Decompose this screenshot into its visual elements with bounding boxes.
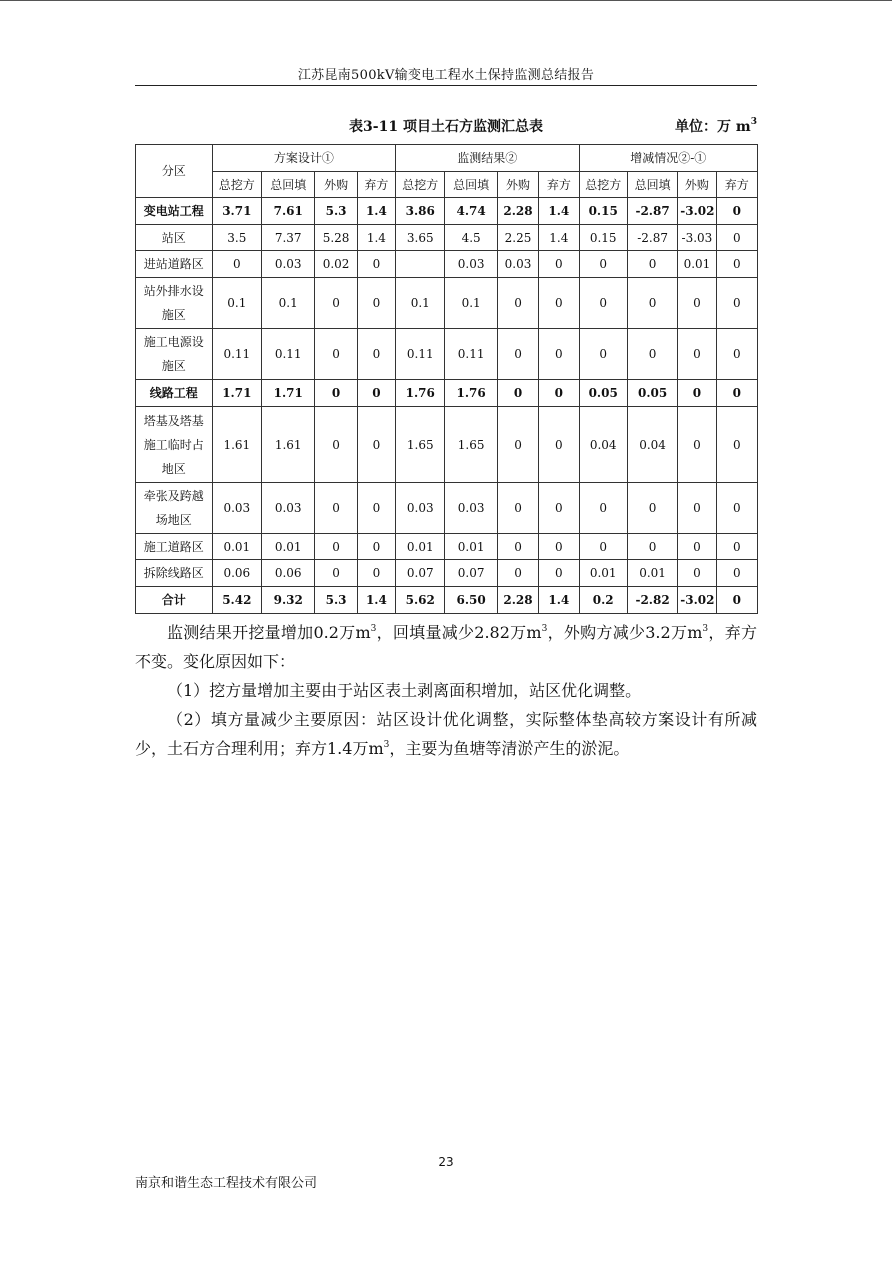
value-cell: 0 <box>716 534 757 560</box>
value-cell: 0 <box>678 380 716 407</box>
value-cell: 0 <box>579 483 627 534</box>
value-cell: 0 <box>579 278 627 329</box>
value-cell: 0.01 <box>212 534 261 560</box>
value-cell: 2.25 <box>497 225 538 251</box>
paragraph-reason-2: （2）填方量减少主要原因：站区设计优化调整，实际整体垫高较方案设计有所减少，土石方合理利用；弃方1.4万$m^3$，主要为鱼塘等清淤产生的淤泥。 <box>135 710 757 758</box>
value-cell: 0 <box>716 329 757 380</box>
value-cell: 0 <box>627 534 677 560</box>
value-cell: 7.61 <box>262 198 315 225</box>
value-cell: -3.02 <box>678 587 716 614</box>
value-cell: 0.1 <box>396 278 445 329</box>
value-cell: 0 <box>539 251 579 278</box>
page-number: 23 <box>438 1155 454 1169</box>
value-cell: 0 <box>357 380 395 407</box>
value-cell: 0 <box>497 278 538 329</box>
value-cell: 0.03 <box>396 483 445 534</box>
zone-cell: 线路工程 <box>136 380 213 407</box>
table-row <box>136 278 758 329</box>
sub-header-cell: 弃方 <box>716 172 757 198</box>
value-cell: 0.03 <box>497 251 538 278</box>
value-cell: 0.06 <box>262 560 315 587</box>
value-cell: 0.03 <box>445 483 497 534</box>
value-cell: 0.01 <box>445 534 497 560</box>
value-cell: 2.28 <box>497 198 538 225</box>
value-cell: 0.07 <box>445 560 497 587</box>
earthwork-summary-table <box>135 144 758 614</box>
value-cell: 4.74 <box>445 198 497 225</box>
table-row <box>136 407 758 483</box>
sub-header-cell: 总挖方 <box>579 172 627 198</box>
running-header: 江苏昆南500kV输变电工程水土保持监测总结报告 <box>297 68 595 83</box>
sub-header-cell: 弃方 <box>539 172 579 198</box>
value-cell: 5.62 <box>396 587 445 614</box>
value-cell: 0.11 <box>396 329 445 380</box>
value-cell: 0 <box>716 560 757 587</box>
value-cell: 0.11 <box>212 329 261 380</box>
value-cell: 0 <box>716 198 757 225</box>
value-cell: 0 <box>315 534 357 560</box>
value-cell: 1.76 <box>445 380 497 407</box>
value-cell: 0 <box>357 407 395 483</box>
value-cell: 0 <box>357 278 395 329</box>
value-cell: 0 <box>315 560 357 587</box>
value-cell: 0.04 <box>579 407 627 483</box>
sub-header-cell: 总挖方 <box>396 172 445 198</box>
value-cell: 0 <box>678 560 716 587</box>
value-cell: 3.71 <box>212 198 261 225</box>
value-cell: 0.01 <box>678 251 716 278</box>
value-cell: 0 <box>627 251 677 278</box>
value-cell: 0 <box>315 329 357 380</box>
zone-cell: 拆除线路区 <box>136 560 213 587</box>
value-cell: 0 <box>678 534 716 560</box>
footer-company: 南京和谐生态工程技术有限公司 <box>135 1176 318 1191</box>
value-cell: 2.28 <box>497 587 538 614</box>
value-cell: 0.03 <box>212 483 261 534</box>
value-cell: 0.11 <box>262 329 315 380</box>
value-cell: 0 <box>539 560 579 587</box>
value-cell: 3.86 <box>396 198 445 225</box>
value-cell: 0 <box>497 407 538 483</box>
value-cell: 4.5 <box>445 225 497 251</box>
value-cell: 1.61 <box>212 407 261 483</box>
value-cell: 1.4 <box>357 587 395 614</box>
sub-header-cell: 外购 <box>497 172 538 198</box>
value-cell: 0 <box>539 329 579 380</box>
value-cell: 0 <box>716 278 757 329</box>
value-cell: 0 <box>716 407 757 483</box>
table-row <box>136 560 758 587</box>
sub-header-cell: 总回填 <box>262 172 315 198</box>
value-cell: 0 <box>357 329 395 380</box>
value-cell: 0.2 <box>579 587 627 614</box>
value-cell: 0 <box>627 278 677 329</box>
value-cell: 0 <box>497 483 538 534</box>
value-cell: -3.02 <box>678 198 716 225</box>
sub-header-cell: 外购 <box>678 172 716 198</box>
value-cell: 0.01 <box>396 534 445 560</box>
value-cell: 0.03 <box>262 251 315 278</box>
value-cell: 0 <box>357 534 395 560</box>
value-cell: 0 <box>497 534 538 560</box>
value-cell: 0.05 <box>627 380 677 407</box>
value-cell: 1.4 <box>539 587 579 614</box>
zone-cell: 进站道路区 <box>136 251 213 278</box>
value-cell <box>396 251 445 278</box>
value-cell: 0 <box>716 251 757 278</box>
value-cell: 0 <box>539 380 579 407</box>
value-cell: 5.42 <box>212 587 261 614</box>
zone-cell: 牵张及跨越场地区 <box>136 483 213 534</box>
value-cell: 0 <box>678 278 716 329</box>
table-caption <box>135 116 757 138</box>
value-cell: 0.03 <box>445 251 497 278</box>
value-cell: 0 <box>315 483 357 534</box>
value-cell: 0 <box>497 560 538 587</box>
value-cell: 5.3 <box>315 198 357 225</box>
header-zone: 分区 <box>136 145 213 198</box>
table-row <box>136 225 758 251</box>
value-cell: 0.1 <box>212 278 261 329</box>
value-cell: 0 <box>579 329 627 380</box>
value-cell: 1.65 <box>445 407 497 483</box>
value-cell: 1.4 <box>539 198 579 225</box>
value-cell: 0 <box>539 483 579 534</box>
header-rule <box>135 85 757 86</box>
sub-header-cell: 总挖方 <box>212 172 261 198</box>
value-cell: 0 <box>716 483 757 534</box>
value-cell: 1.71 <box>212 380 261 407</box>
value-cell: 1.76 <box>396 380 445 407</box>
value-cell: 0 <box>357 560 395 587</box>
value-cell: 0.15 <box>579 198 627 225</box>
value-cell: 0.02 <box>315 251 357 278</box>
value-cell: 0 <box>539 407 579 483</box>
value-cell: 1.4 <box>539 225 579 251</box>
value-cell: 7.37 <box>262 225 315 251</box>
value-cell: 0.1 <box>262 278 315 329</box>
value-cell: 5.3 <box>315 587 357 614</box>
sub-header-cell: 总回填 <box>627 172 677 198</box>
value-cell: 1.61 <box>262 407 315 483</box>
value-cell: 0 <box>315 380 357 407</box>
value-cell: 0.1 <box>445 278 497 329</box>
value-cell: 6.50 <box>445 587 497 614</box>
page-top-border <box>0 0 892 1</box>
value-cell: 1.4 <box>357 198 395 225</box>
value-cell: 3.65 <box>396 225 445 251</box>
value-cell: 0 <box>497 329 538 380</box>
value-cell: 0 <box>678 407 716 483</box>
value-cell: 1.71 <box>262 380 315 407</box>
value-cell: 3.5 <box>212 225 261 251</box>
value-cell: 0 <box>497 380 538 407</box>
value-cell: 5.28 <box>315 225 357 251</box>
value-cell: 0 <box>716 380 757 407</box>
table-row <box>136 329 758 380</box>
zone-cell: 施工道路区 <box>136 534 213 560</box>
paragraph-reason-1: （1）挖方量增加主要由于站区表土剥离面积增加，站区优化调整。 <box>167 681 642 700</box>
zone-cell: 站区 <box>136 225 213 251</box>
value-cell: 0 <box>627 329 677 380</box>
value-cell: 0 <box>539 278 579 329</box>
sub-header-cell: 外购 <box>315 172 357 198</box>
table-row <box>136 380 758 407</box>
value-cell: 0 <box>579 534 627 560</box>
table-row <box>136 251 758 278</box>
value-cell: 1.4 <box>357 225 395 251</box>
value-cell: 0.11 <box>445 329 497 380</box>
zone-cell: 变电站工程 <box>136 198 213 225</box>
value-cell: 0 <box>357 251 395 278</box>
value-cell: -2.87 <box>627 198 677 225</box>
value-cell: 0.01 <box>627 560 677 587</box>
value-cell: 0.07 <box>396 560 445 587</box>
value-cell: 0 <box>212 251 261 278</box>
table-row <box>136 534 758 560</box>
table-row <box>136 198 758 225</box>
sub-header-cell: 总回填 <box>445 172 497 198</box>
value-cell: 0.06 <box>212 560 261 587</box>
zone-cell: 合计 <box>136 587 213 614</box>
value-cell: 0.04 <box>627 407 677 483</box>
value-cell: -2.82 <box>627 587 677 614</box>
sub-header-cell: 弃方 <box>357 172 395 198</box>
value-cell: 0 <box>539 534 579 560</box>
value-cell: 0.01 <box>579 560 627 587</box>
value-cell: -3.03 <box>678 225 716 251</box>
table-body <box>136 198 758 614</box>
value-cell: 0.15 <box>579 225 627 251</box>
table-unit: 单位：万 $m^3$ <box>675 117 757 135</box>
value-cell: 0 <box>315 278 357 329</box>
table-row <box>136 587 758 614</box>
value-cell: 9.32 <box>262 587 315 614</box>
table-title: 表3-11 项目土石方监测汇总表 <box>349 119 543 135</box>
header-group-monitoring: 监测结果② <box>396 145 579 172</box>
value-cell: 0 <box>716 225 757 251</box>
value-cell: 0.05 <box>579 380 627 407</box>
value-cell: -2.87 <box>627 225 677 251</box>
value-cell: 0 <box>678 483 716 534</box>
value-cell: 0 <box>678 329 716 380</box>
zone-cell: 塔基及塔基施工临时占地区 <box>136 407 213 483</box>
body-text <box>135 618 757 763</box>
zone-cell: 站外排水设施区 <box>136 278 213 329</box>
sub-header-row <box>136 172 758 198</box>
value-cell: 0 <box>579 251 627 278</box>
zone-cell: 施工电源设施区 <box>136 329 213 380</box>
header-group-change: 增减情况②-① <box>579 145 757 172</box>
value-cell: 0 <box>357 483 395 534</box>
value-cell: 1.65 <box>396 407 445 483</box>
value-cell: 0 <box>315 407 357 483</box>
header-group-design: 方案设计① <box>212 145 395 172</box>
value-cell: 0 <box>716 587 757 614</box>
value-cell: 0 <box>627 483 677 534</box>
value-cell: 0.01 <box>262 534 315 560</box>
paragraph-summary: 监测结果开挖量增加0.2万$m^3$，回填量减少2.82万$m^3$，外购方减少3.2万$m^3$，弃方不变。变化原因如下： <box>135 623 757 671</box>
table-row <box>136 483 758 534</box>
value-cell: 0.03 <box>262 483 315 534</box>
